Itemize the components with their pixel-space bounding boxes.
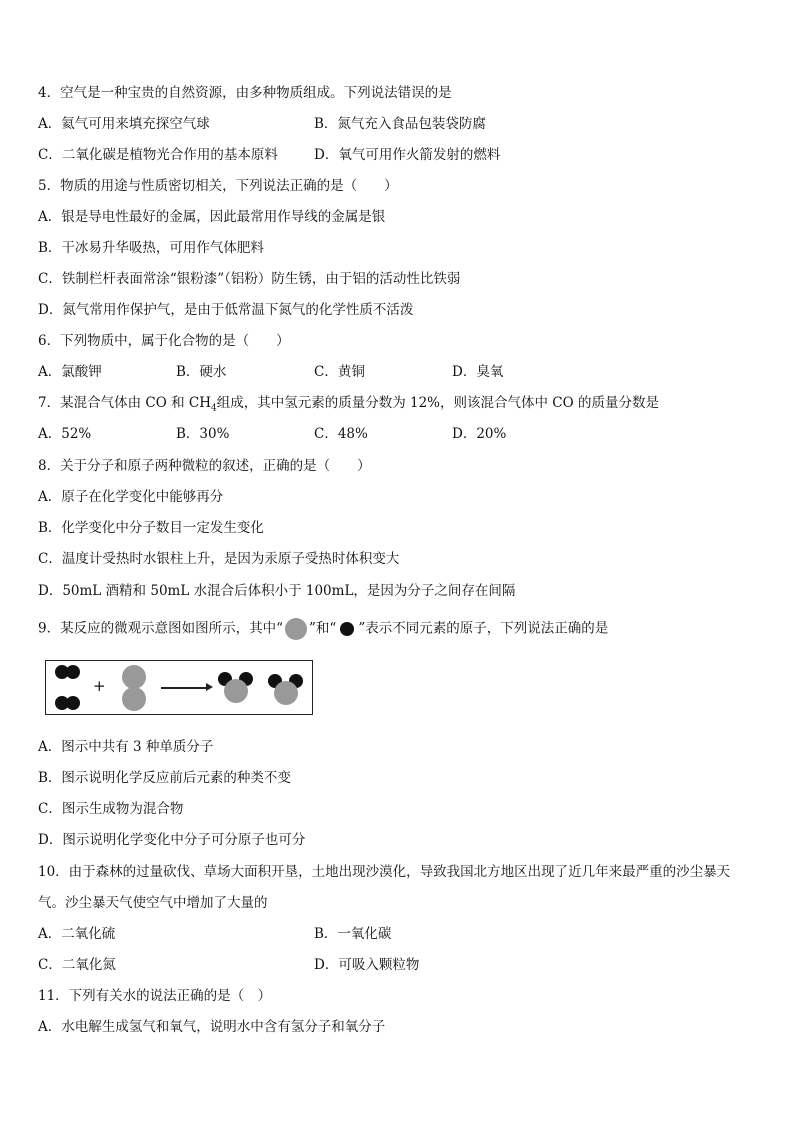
q7-stem bbox=[38, 394, 659, 412]
reaction-arrow bbox=[161, 687, 209, 689]
gray-atom bbox=[274, 681, 298, 705]
q9-stem-part3: ”表示不同元素的原子，下列说法正确的是 bbox=[358, 620, 609, 637]
q9-option-c: C．图示生成物为混合物 bbox=[38, 801, 184, 817]
q9-option-a: A．图示中共有 3 种单质分子 bbox=[38, 739, 214, 755]
black-atom bbox=[66, 696, 80, 710]
q6-option-a: A．氯酸钾 bbox=[38, 364, 102, 380]
q10-option-a: A．二氧化硫 bbox=[38, 926, 116, 942]
q4-option-d: D．氧气可用作火箭发射的燃料 bbox=[314, 147, 501, 163]
q5-option-b: B．干冰易升华吸热，可用作气体肥料 bbox=[38, 240, 264, 256]
q7-option-b: B．30% bbox=[176, 426, 230, 442]
q9-option-d: D．图示说明化学变化中分子可分原子也可分 bbox=[38, 832, 306, 848]
q6-option-b: B．硬水 bbox=[176, 364, 227, 380]
q4-option-b: B．氮气充入食品包装袋防腐 bbox=[314, 116, 486, 132]
gray-atom bbox=[122, 687, 146, 711]
q5-option-d: D．氮气常用作保护气，是由于低常温下氮气的化学性质不活泼 bbox=[38, 302, 414, 318]
reaction-diagram bbox=[45, 660, 313, 715]
plus-sign: + bbox=[93, 677, 106, 695]
q11-stem: 11．下列有关水的说法正确的是（ ） bbox=[38, 988, 272, 1004]
q6-stem: 6．下列物质中，属于化合物的是（ ） bbox=[38, 333, 290, 349]
q7-option-d: D．20% bbox=[452, 426, 507, 442]
q7-stem-subscript: 4 bbox=[210, 403, 217, 414]
q10-stem-line1: 10．由于森林的过量砍伐、草场大面积开垦，土地出现沙漠化，导致我国北方地区出现了近几年来最严重的沙尘暴天 bbox=[38, 864, 731, 880]
q5-option-c: C．铁制栏杆表面常涂“银粉漆”（铝粉）防生锈，由于铝的活动性比铁弱 bbox=[38, 271, 461, 287]
q8-option-a: A．原子在化学变化中能够再分 bbox=[38, 489, 224, 505]
q11-option-a: A．水电解生成氢气和氧气，说明水中含有氢分子和氧分子 bbox=[38, 1019, 386, 1035]
q8-stem: 8．关于分子和原子两种微粒的叙述，正确的是（ ） bbox=[38, 458, 371, 474]
q4-option-c: C．二氧化碳是植物光合作用的基本原料 bbox=[38, 147, 278, 163]
q10-option-d: D．可吸入颗粒物 bbox=[314, 957, 420, 973]
q7-option-a: A．52% bbox=[38, 426, 92, 442]
gray-atom bbox=[224, 679, 248, 703]
q4-option-a: A．氦气可用来填充探空气球 bbox=[38, 116, 210, 132]
reaction-arrow-head bbox=[206, 683, 213, 691]
q6-option-c: C．黄铜 bbox=[314, 364, 365, 380]
q10-option-b: B．一氧化碳 bbox=[314, 926, 392, 942]
q8-option-c: C．温度计受热时水银柱上升，是因为汞原子受热时体积变大 bbox=[38, 551, 400, 567]
q9-stem-part1: 9．某反应的微观示意图如图所示，其中“ bbox=[38, 620, 283, 637]
q5-option-a: A．银是导电性最好的金属，因此最常用作导线的金属是银 bbox=[38, 209, 386, 225]
q7-stem-part1: 7．某混合气体由 CO 和 CH bbox=[38, 395, 211, 411]
q9-stem-part2: ”和“ bbox=[309, 620, 337, 637]
q10-stem-line2: 气。沙尘暴天气使空气中增加了大量的 bbox=[38, 895, 268, 911]
q7-option-c: C．48% bbox=[314, 426, 368, 442]
q9-stem bbox=[38, 618, 608, 640]
black-atom-icon bbox=[340, 622, 354, 636]
gray-atom bbox=[122, 665, 146, 689]
q7-stem-part2: 组成，其中氢元素的质量分数为 12%，则该混合气体中 CO 的质量分数是 bbox=[216, 395, 659, 411]
gray-atom-icon bbox=[285, 618, 307, 640]
q10-option-c: C．二氧化氮 bbox=[38, 957, 116, 973]
q9-option-b: B．图示说明化学反应前后元素的种类不变 bbox=[38, 770, 291, 786]
black-atom bbox=[66, 665, 80, 679]
q6-option-d: D．臭氧 bbox=[452, 364, 504, 380]
q5-stem: 5．物质的用途与性质密切相关，下列说法正确的是（ ） bbox=[38, 178, 398, 194]
q4-stem: 4．空气是一种宝贵的自然资源，由多种物质组成。下列说法错误的是 bbox=[38, 85, 452, 101]
q8-option-b: B．化学变化中分子数目一定发生变化 bbox=[38, 520, 264, 536]
q8-option-d: D．50mL 酒精和 50mL 水混合后体积小于 100mL，是因为分子之间存在间隔 bbox=[38, 583, 516, 599]
